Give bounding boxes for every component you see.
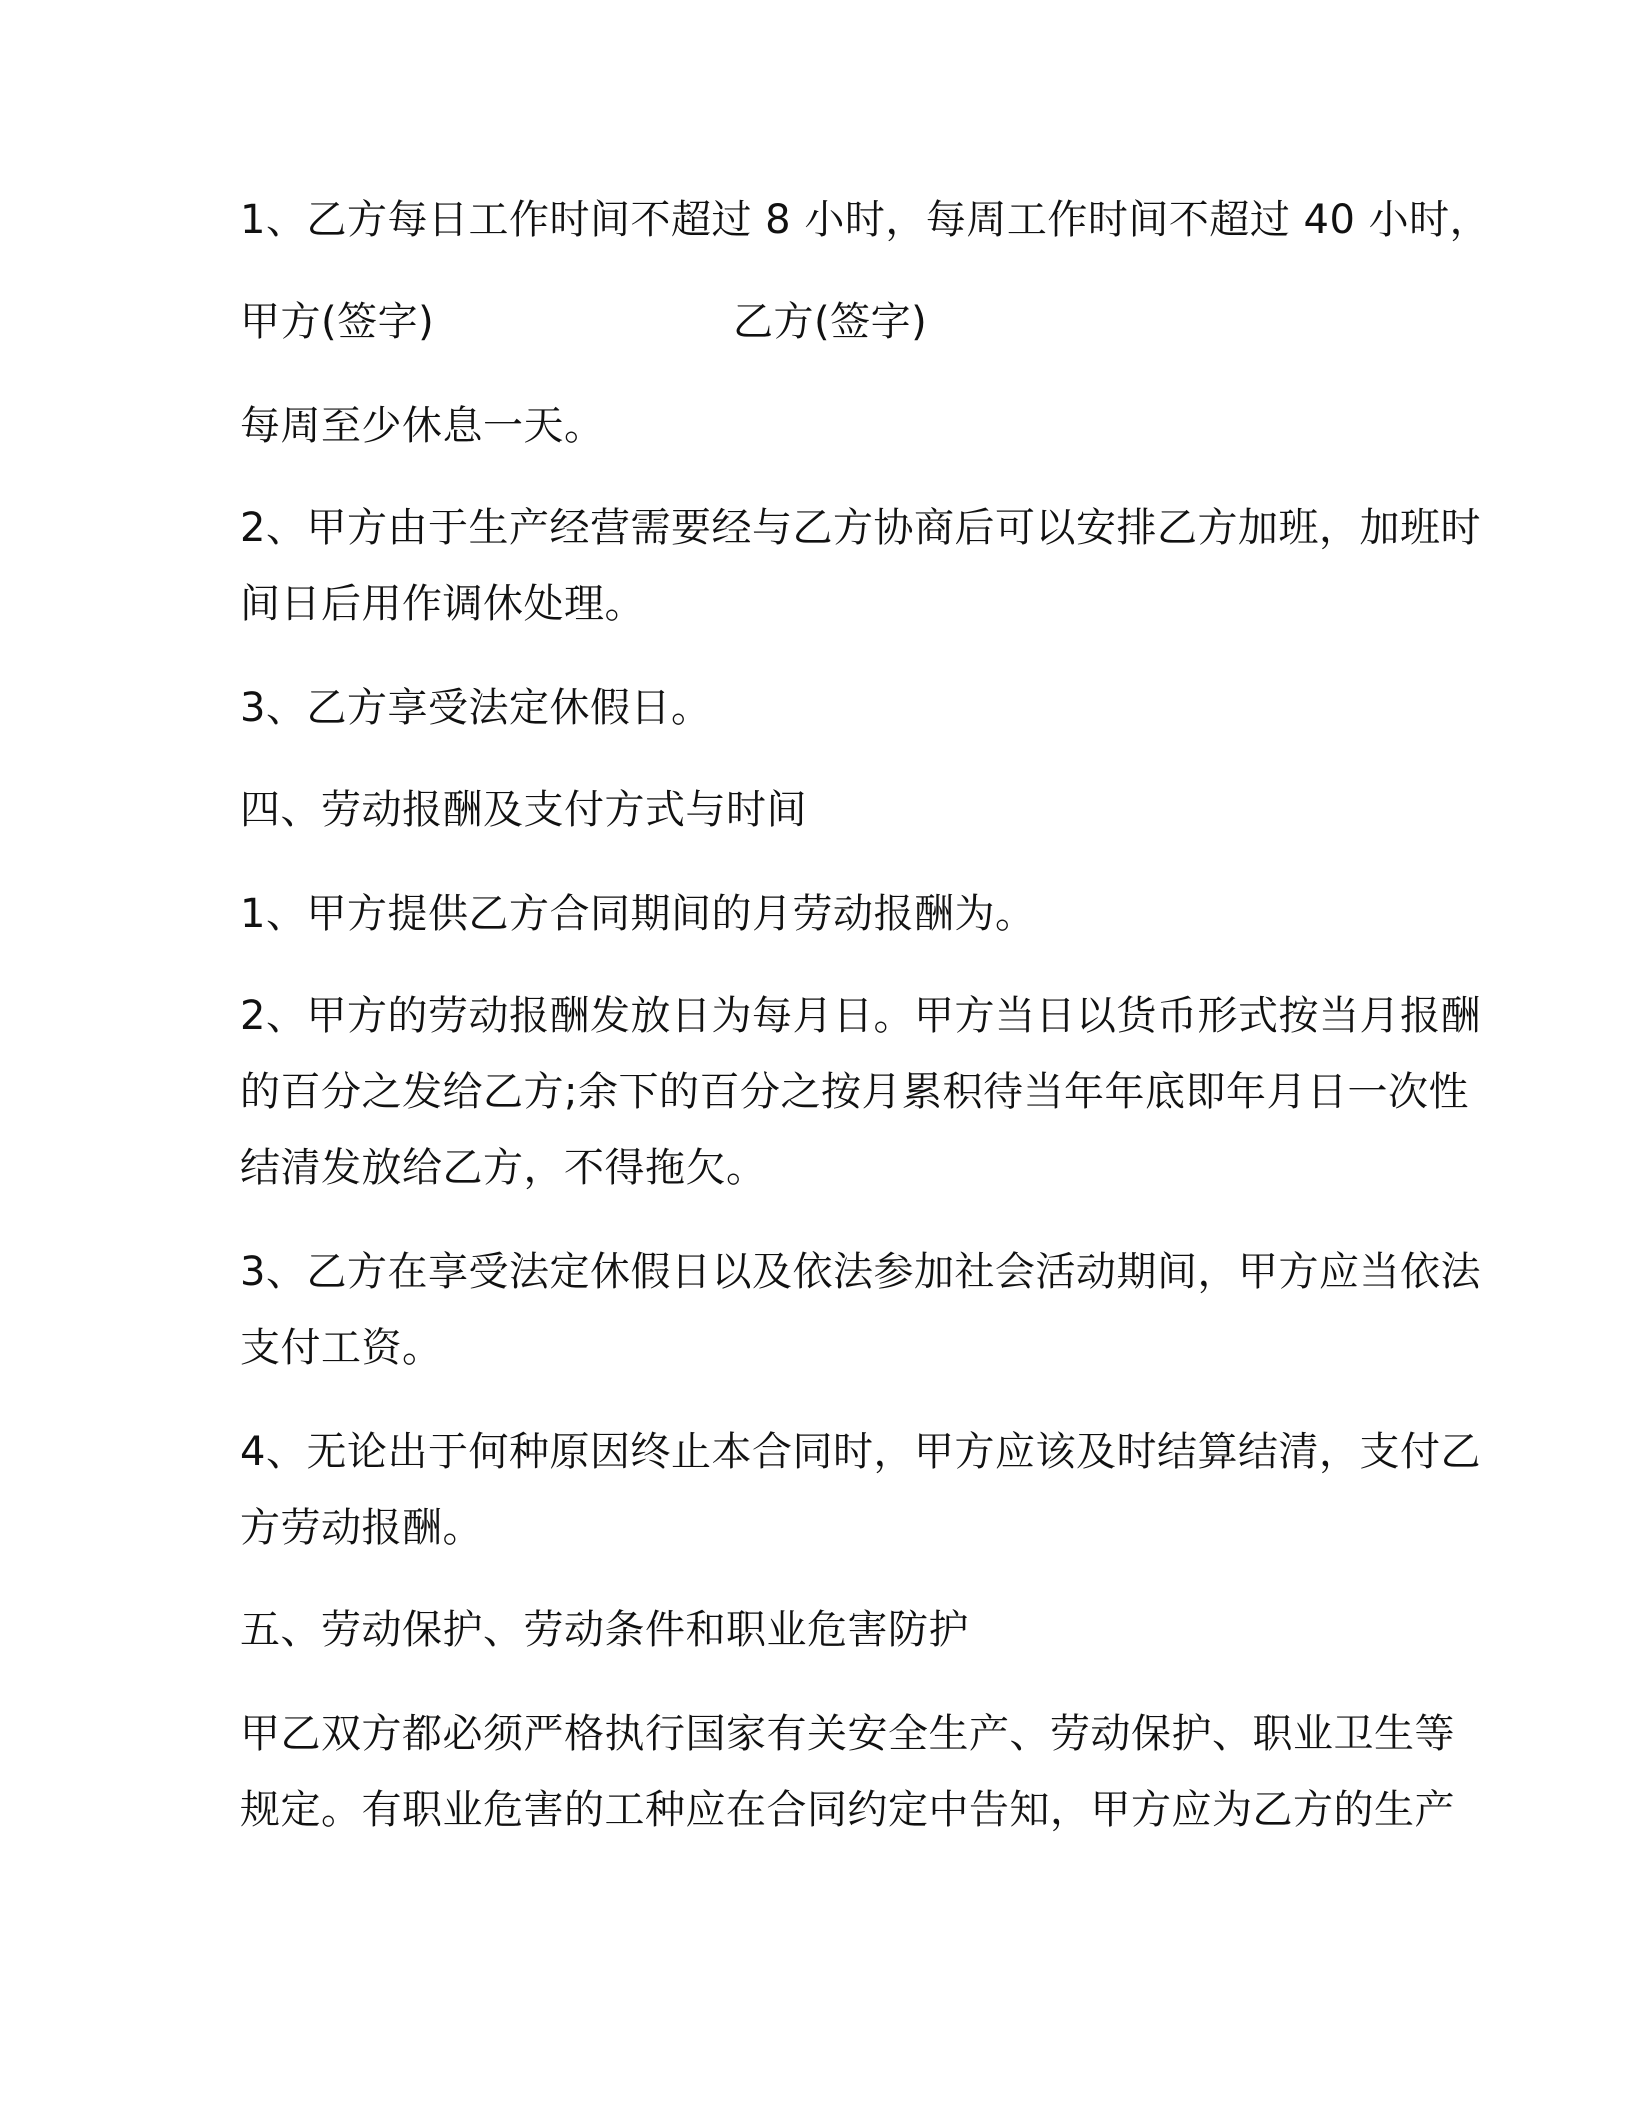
clause-safety-line-2: 规定。有职业危害的工种应在合同约定中告知，甲方应为乙方的生产 <box>240 1787 1455 1833</box>
section-heading-remuneration: 四、劳动报酬及支付方式与时间 <box>240 787 807 833</box>
clause-safety-line-1: 甲乙双方都必须严格执行国家有关安全生产、劳动保护、职业卫生等 <box>240 1711 1455 1757</box>
signature-party-b: 乙方(签字) <box>733 299 928 345</box>
clause-holiday-pay-line-1: 3、乙方在享受法定休假日以及依法参加社会活动期间，甲方应当依法 <box>240 1249 1481 1295</box>
clause-payday-line-1: 2、甲方的劳动报酬发放日为每月日。甲方当日以货币形式按当月报酬 <box>240 993 1481 1039</box>
signature-party-a: 甲方(签字) <box>240 299 435 345</box>
clause-monthly-pay: 1、甲方提供乙方合同期间的月劳动报酬为。 <box>240 891 1036 937</box>
clause-overtime-line-2: 间日后用作调休处理。 <box>240 581 645 627</box>
clause-termination-line-2: 方劳动报酬。 <box>240 1505 483 1551</box>
clause-rest-day: 每周至少休息一天。 <box>240 403 605 449</box>
clause-overtime-line-1: 2、甲方由于生产经营需要经与乙方协商后可以安排乙方加班，加班时 <box>240 505 1481 551</box>
clause-holidays: 3、乙方享受法定休假日。 <box>240 685 712 731</box>
clause-working-hours: 1、乙方每日工作时间不超过 8 小时，每周工作时间不超过 40 小时， <box>240 197 1491 243</box>
section-heading-protection: 五、劳动保护、劳动条件和职业危害防护 <box>240 1607 969 1653</box>
clause-payday-line-3: 结清发放给乙方，不得拖欠。 <box>240 1145 767 1191</box>
clause-termination-line-1: 4、无论出于何种原因终止本合同时，甲方应该及时结算结清，支付乙 <box>240 1429 1481 1475</box>
clause-payday-line-2: 的百分之发给乙方;余下的百分之按月累积待当年年底即年月日一次性 <box>240 1069 1469 1115</box>
clause-holiday-pay-line-2: 支付工资。 <box>240 1325 443 1371</box>
